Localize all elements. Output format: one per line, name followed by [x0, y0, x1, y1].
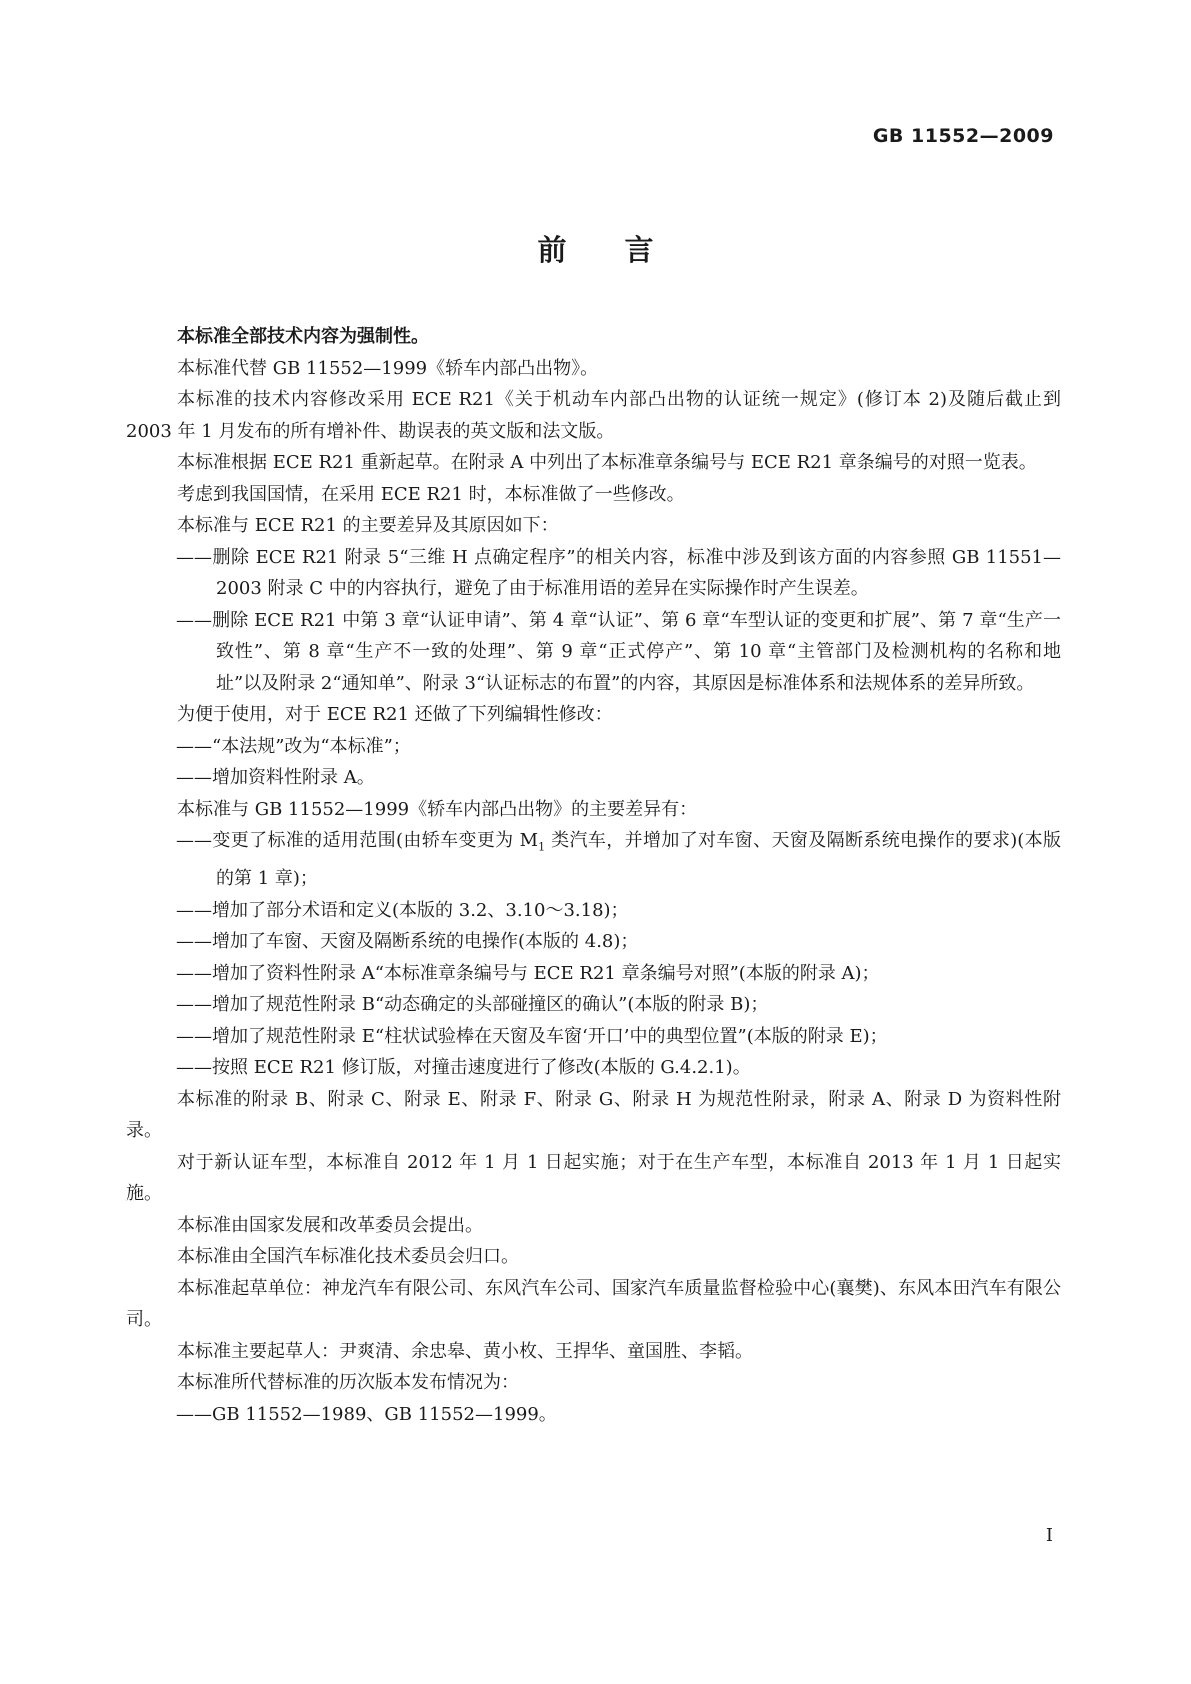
- paragraph: 为便于使用，对于 ECE R21 还做了下列编辑性修改：: [177, 704, 613, 725]
- list-item: ——删除 ECE R21 中第 3 章“认证申请”、第 4 章“认证”、第 6 章“车型认证的变更和扩展”、第 7 章“生产一致性”、第 8 章“生产不一致的处理”、第 9 章“正式停产”、第 10 章“主管部门及检测机构的名称和地址”以及附录 2“通知单”、附录 3“认证标志的布置”的内容，其原因是标准体系和法规体系的差异所致。: [176, 609, 1061, 694]
- subscript: 1: [538, 840, 546, 854]
- paragraph: 本标准与 ECE R21 的主要差异及其原因如下：: [177, 515, 559, 536]
- list-item: ——增加了车窗、天窗及隔断系统的电操作(本版的 4.8)；: [176, 931, 639, 953]
- paragraph: 本标准起草单位：神龙汽车有限公司、东风汽车公司、国家汽车质量监督检验中心(襄樊)、东风本田汽车有限公司。: [126, 1277, 1061, 1331]
- document-body: [126, 321, 1061, 1430]
- paragraph: 对于新认证车型，本标准自 2012 年 1 月 1 日起实施；对于在生产车型，本标准自 2013 年 1 月 1 日起实施。: [126, 1151, 1061, 1205]
- paragraph: 本标准根据 ECE R21 重新起草。在附录 A 中列出了本标准章条编号与 ECE R21 章条编号的对照一览表。: [177, 452, 1037, 473]
- list-item: ——按照 ECE R21 修订版，对撞击速度进行了修改(本版的 G.4.2.1)。: [176, 1057, 751, 1079]
- list-item: ——增加资料性附录 A。: [176, 767, 375, 788]
- page-number: I: [1045, 1525, 1053, 1546]
- paragraph: 本标准与 GB 11552—1999《轿车内部凸出物》的主要差异有：: [177, 798, 698, 820]
- paragraph: 本标准的附录 B、附录 C、附录 E、附录 F、附录 G、附录 H 为规范性附录，附录 A、附录 D 为资料性附录。: [126, 1088, 1061, 1142]
- list-item: ——“本法规”改为“本标准”；: [176, 735, 411, 757]
- paragraph: 本标准全部技术内容为强制性。: [177, 326, 429, 347]
- paragraph: 考虑到我国国情，在采用 ECE R21 时，本标准做了一些修改。: [177, 483, 685, 505]
- paragraph: 本标准主要起草人：尹爽清、余忠皋、黄小枚、王捍华、童国胜、李韬。: [177, 1340, 753, 1362]
- paragraph: 本标准的技术内容修改采用 ECE R21《关于机动车内部凸出物的认证统一规定》(修订本 2)及随后截止到 2003 年 1 月发布的所有增补件、勘误表的英文版和法文版。: [126, 389, 1061, 442]
- list-item: ——增加了规范性附录 B“动态确定的头部碰撞区的确认”(本版的附录 B)；: [176, 994, 769, 1016]
- paragraph: 本标准所代替标准的历次版本发布情况为：: [177, 1372, 519, 1394]
- list-item: ——删除 ECE R21 附录 5“三维 H 点确定程序”的相关内容，标准中涉及到该方面的内容参照 GB 11551—2003 附录 C 中的内容执行，避免了由于标准用语的差异在实际操作时产生误差。: [176, 546, 1061, 599]
- list-item-text: ——变更了标准的适用范围(由轿车变更为 M: [176, 830, 539, 851]
- paragraph: 本标准由国家发展和改革委员会提出。: [177, 1214, 483, 1236]
- paragraph: 本标准代替 GB 11552—1999《轿车内部凸出物》。: [177, 357, 599, 379]
- standard-code: GB 11552—2009: [872, 125, 1054, 147]
- list-item-text: 类汽车，并增加了对车窗、天窗及隔断系统电操作的要求)(本版的第 1 章)；: [216, 830, 1061, 890]
- page-title: 前 言: [537, 233, 654, 267]
- list-item: ——增加了部分术语和定义(本版的 3.2、3.10～3.18)；: [176, 899, 629, 921]
- list-item: [126, 825, 1061, 895]
- list-item: ——增加了资料性附录 A“本标准章条编号与 ECE R21 章条编号对照”(本版的附录 A)；: [176, 962, 880, 984]
- list-item: ——GB 11552—1989、GB 11552—1999。: [176, 1403, 557, 1425]
- list-item: ——增加了规范性附录 E“柱状试验棒在天窗及车窗‘开口’中的典型位置”(本版的附录 E)；: [176, 1025, 888, 1047]
- paragraph: 本标准由全国汽车标准化技术委员会归口。: [177, 1246, 519, 1268]
